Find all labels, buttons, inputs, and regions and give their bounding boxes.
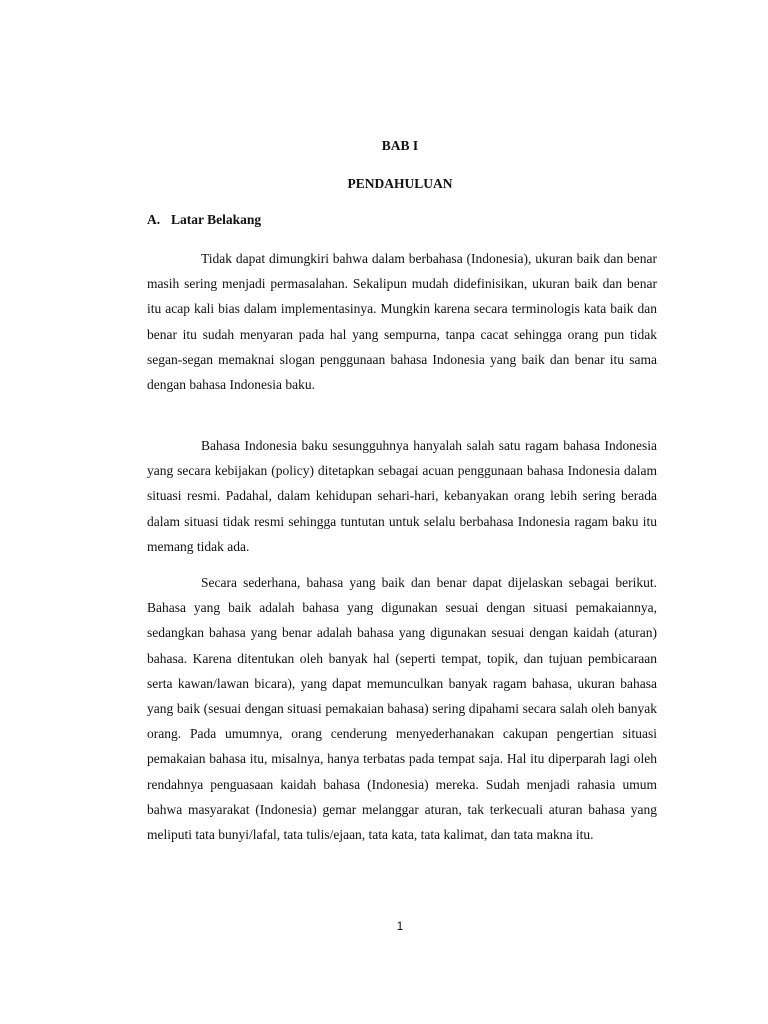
paragraph-1: Tidak dapat dimungkiri bahwa dalam berbahasa (Indonesia), ukuran baik dan benar masih sering menjadi permasalahan. Sekalipun mudah didefinisikan, ukuran baik dan benar itu acap kali bias dalam implementasinya. Mungkin karena secara terminologis kata baik dan benar itu sudah menyaran pada hal yang sempurna, tanpa cacat sehingga orang pun tidak segan-segan memaknai slogan penggunaan bahasa Indonesia yang baik dan benar itu sama dengan bahasa Indonesia baku. bbox=[147, 251, 657, 393]
section-letter: A. bbox=[147, 212, 161, 227]
chapter-title: PENDAHULUAN bbox=[347, 176, 453, 191]
chapter-heading: BAB I bbox=[381, 138, 419, 153]
section-title: Latar Belakang bbox=[171, 212, 262, 227]
paragraph-2: Bahasa Indonesia baku sesungguhnya hanyalah salah satu ragam bahasa Indonesia yang secara kebijakan (policy) ditetapkan sebagai acuan penggunaan bahasa Indonesia dalam situasi resmi. Padahal, dalam kehidupan sehari-hari, kebanyakan orang lebih sering berada dalam situasi tidak resmi sehingga tuntutan untuk selalu berbahasa Indonesia ragam baku itu memang tidak ada. bbox=[147, 438, 657, 554]
page-number: 1 bbox=[396, 919, 404, 933]
section-heading bbox=[147, 212, 261, 228]
paragraph-3: Secara sederhana, bahasa yang baik dan benar dapat dijelaskan sebagai berikut. Bahasa yang baik adalah bahasa yang digunakan sesuai dengan situasi pemakaiannya, sedangkan bahasa yang benar adalah bahasa yang digunakan sesuai dengan kaidah (aturan) bahasa. Karena ditentukan oleh banyak hal (seperti tempat, topik, dan tujuan pembicaraan serta kawan/lawan bicara), yang dapat memunculkan banyak ragam bahasa, ukuran bahasa yang baik (sesuai dengan situasi pemakaian bahasa) sering dipahami secara salah oleh banyak orang. Pada umumnya, orang cenderung menyederhanakan cakupan pengertian situasi pemakaian bahasa itu, misalnya, hanya terbatas pada tempat saja. Hal itu diperparah lagi oleh rendahnya penguasaan kaidah bahasa (Indonesia) mereka. Sudah menjadi rahasia umum bahwa masyarakat (Indonesia) gemar melanggar aturan, tak terkecuali aturan bahasa yang meliputi tata bunyi/lafal, tata tulis/ejaan, tata kata, tata kalimat, dan tata makna itu. bbox=[147, 575, 657, 843]
